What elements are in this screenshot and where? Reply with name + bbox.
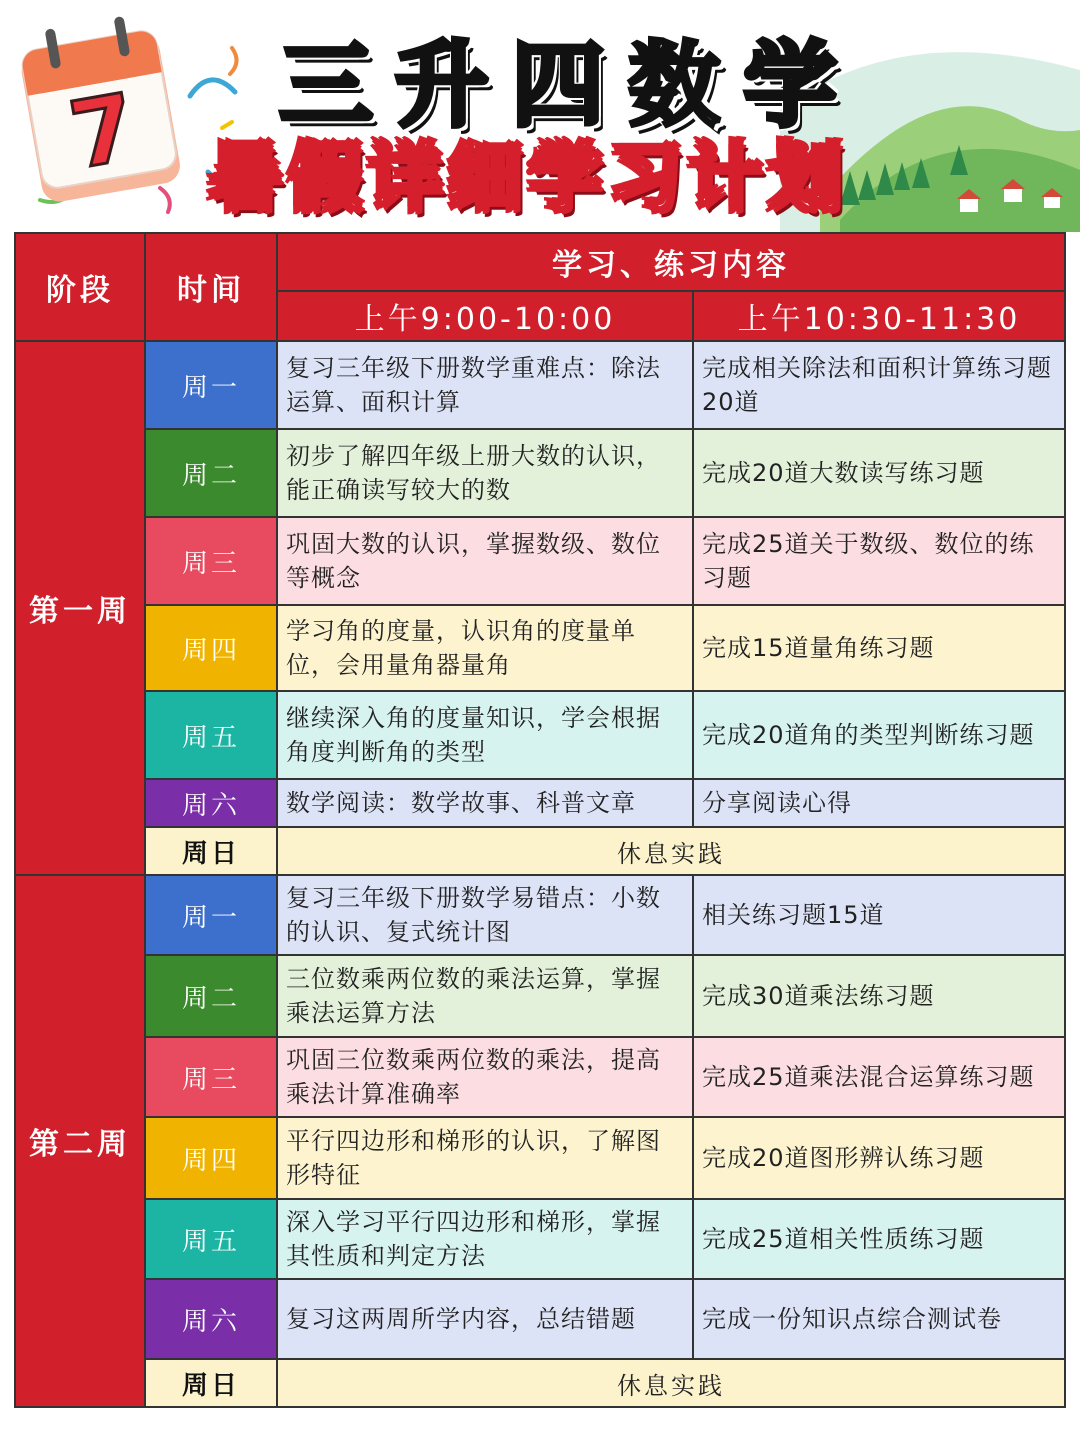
- title-char: 升: [396, 32, 489, 139]
- week-label: 第二周: [14, 874, 146, 1408]
- morning-task-cell: 巩固大数的认识，掌握数级、数位等概念: [276, 516, 694, 606]
- day-label: 周一: [144, 874, 278, 956]
- morning-task-cell: 深入学习平行四边形和梯形，掌握其性质和判定方法: [276, 1198, 694, 1280]
- practice-task-cell: 完成相关除法和面积计算练习题20道: [692, 340, 1066, 430]
- header-time: 时间: [144, 232, 278, 342]
- practice-task-cell: 完成一份知识点综合测试卷: [692, 1278, 1066, 1360]
- main-title: [280, 32, 837, 139]
- svg-text:7: 7: [62, 73, 144, 190]
- day-label: 周日: [144, 1358, 278, 1408]
- study-plan-table: [14, 232, 1066, 1430]
- day-label: 周四: [144, 604, 278, 692]
- morning-task-cell: 三位数乘两位数的乘法运算，掌握乘法运算方法: [276, 954, 694, 1038]
- practice-task-cell: 相关练习题15道: [692, 874, 1066, 956]
- morning-task-cell: 复习三年级下册数学易错点：小数的认识、复式统计图: [276, 874, 694, 956]
- practice-task-cell: 分享阅读心得: [692, 778, 1066, 828]
- morning-task-cell: 平行四边形和梯形的认识，了解图形特征: [276, 1116, 694, 1200]
- day-label: 周六: [144, 1278, 278, 1360]
- day-label: 周四: [144, 1116, 278, 1200]
- practice-task-cell: 完成30道乘法练习题: [692, 954, 1066, 1038]
- subtitle: 暑假详细学习计划: [208, 135, 848, 221]
- week-label: 第一周: [14, 340, 146, 876]
- morning-task-cell: 继续深入角的度量知识，学会根据角度判断角的类型: [276, 690, 694, 780]
- day-label: 周二: [144, 954, 278, 1038]
- morning-task-cell: 数学阅读：数学故事、科普文章: [276, 778, 694, 828]
- practice-task-cell: 完成20道大数读写练习题: [692, 428, 1066, 518]
- practice-task-cell: 完成25道乘法混合运算练习题: [692, 1036, 1066, 1118]
- title-char-highlight: 数: [628, 32, 721, 139]
- header-slot-1: 上午9:00-10:00: [276, 290, 694, 342]
- practice-task-cell: 完成25道关于数级、数位的练习题: [692, 516, 1066, 606]
- day-label: 周三: [144, 1036, 278, 1118]
- day-label: 周三: [144, 516, 278, 606]
- practice-task-cell: 完成20道角的类型判断练习题: [692, 690, 1066, 780]
- morning-task-cell: 复习三年级下册数学重难点：除法运算、面积计算: [276, 340, 694, 430]
- day-label: 周五: [144, 1198, 278, 1280]
- practice-task-cell: 完成20道图形辨认练习题: [692, 1116, 1066, 1200]
- title-char: 学: [744, 32, 837, 139]
- rest-cell: 休息实践: [276, 1358, 1066, 1408]
- page-header: [0, 0, 1080, 232]
- day-label: 周二: [144, 428, 278, 518]
- day-label: 周五: [144, 690, 278, 780]
- morning-task-cell: 初步了解四年级上册大数的认识，能正确读写较大的数: [276, 428, 694, 518]
- day-label: 周日: [144, 826, 278, 876]
- practice-task-cell: 完成15道量角练习题: [692, 604, 1066, 692]
- title-char: 四: [512, 32, 605, 139]
- header-content: 学习、练习内容: [276, 232, 1066, 292]
- day-label: 周一: [144, 340, 278, 430]
- title-char: 三: [280, 32, 373, 139]
- header-slot-2: 上午10:30-11:30: [692, 290, 1066, 342]
- header-stage: 阶段: [14, 232, 146, 342]
- morning-task-cell: 巩固三位数乘两位数的乘法，提高乘法计算准确率: [276, 1036, 694, 1118]
- day-label: 周六: [144, 778, 278, 828]
- calendar-icon: [2, 4, 192, 209]
- rest-cell: 休息实践: [276, 826, 1066, 876]
- practice-task-cell: 完成25道相关性质练习题: [692, 1198, 1066, 1280]
- morning-task-cell: 学习角的度量，认识角的度量单位，会用量角器量角: [276, 604, 694, 692]
- morning-task-cell: 复习这两周所学内容，总结错题: [276, 1278, 694, 1360]
